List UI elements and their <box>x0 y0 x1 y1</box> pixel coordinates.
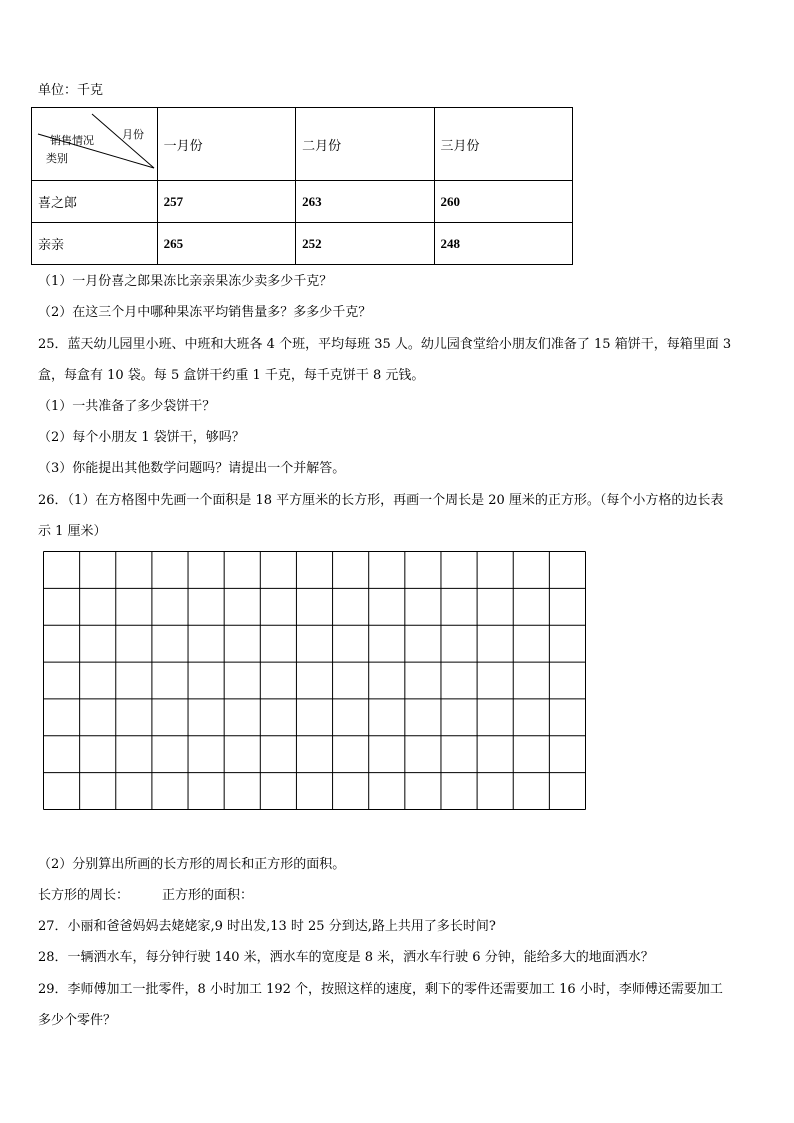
q26-text-line1: 26．（1）在方格图中先画一个面积是 18 平方厘米的长方形，再画一个周长是 20 厘米的正方形。（每个小方格的边长表 <box>38 493 724 508</box>
sales-table <box>31 107 573 265</box>
table-cell: 260 <box>434 181 572 223</box>
q24-sub2: （2）在这三个月中哪种果冻平均销售量多？多多少千克？ <box>38 305 372 320</box>
table-cell: 265 <box>157 223 295 265</box>
diagonal-header-cell <box>32 108 158 181</box>
month-header: 一月份 <box>157 108 295 181</box>
q26-text-line2: 示 1 厘米） <box>38 524 107 539</box>
q24-sub1: （1）一月份喜之郎果冻比亲亲果冻少卖多少千克？ <box>38 274 333 289</box>
header-sales-label: 销售情况 <box>50 134 94 147</box>
q25-text-line2: 盒，每盒有 10 袋。每 5 盒饼干约重 1 千克，每千克饼干 8 元钱。 <box>38 368 425 383</box>
header-category-label: 类别 <box>46 152 68 165</box>
q25-sub1: （1）一共准备了多少袋饼干？ <box>38 399 216 414</box>
unit-label: 单位：千克 <box>38 83 104 98</box>
q25-text-line1: 25．蓝天幼儿园里小班、中班和大班各 4 个班，平均每班 35 人。幼儿园食堂给小朋友们准备了 15 箱饼干，每箱里面 3 <box>38 337 732 352</box>
table-cell: 248 <box>434 223 572 265</box>
q26-answer-line: 长方形的周长： 正方形的面积： <box>38 888 254 903</box>
q29-text-line1: 29．李师傅加工一批零件，8 小时加工 192 个，按照这样的速度，剩下的零件还需要加工 16 小时，李师傅还需要加工 <box>38 982 723 997</box>
q25-sub2: （2）每个小朋友 1 袋饼干，够吗？ <box>38 430 245 445</box>
q25-sub3: （3）你能提出其他数学问题吗？请提出一个并解答。 <box>38 461 346 476</box>
q26-sub2: （2）分别算出所画的长方形的周长和正方形的面积。 <box>38 857 346 872</box>
month-header: 三月份 <box>434 108 572 181</box>
month-header: 二月份 <box>296 108 434 181</box>
q29-text-line2: 多少个零件？ <box>38 1013 117 1028</box>
q27-text: 27．小丽和爸爸妈妈去姥姥家,9 时出发,13 时 25 分到达,路上共用了多长时间? <box>38 919 496 934</box>
header-month-label: 月份 <box>122 128 144 141</box>
table-cell: 252 <box>296 223 434 265</box>
drawing-grid[interactable] <box>43 551 586 810</box>
row-category: 喜之郎 <box>32 181 158 223</box>
row-category: 亲亲 <box>32 223 158 265</box>
table-cell: 257 <box>157 181 295 223</box>
table-cell: 263 <box>296 181 434 223</box>
table-row <box>32 223 573 265</box>
table-row <box>32 181 573 223</box>
q28-text: 28．一辆洒水车，每分钟行驶 140 米，洒水车的宽度是 8 米，洒水车行驶 6 分钟，能给多大的地面洒水？ <box>38 950 654 965</box>
table-header-row <box>32 108 573 181</box>
